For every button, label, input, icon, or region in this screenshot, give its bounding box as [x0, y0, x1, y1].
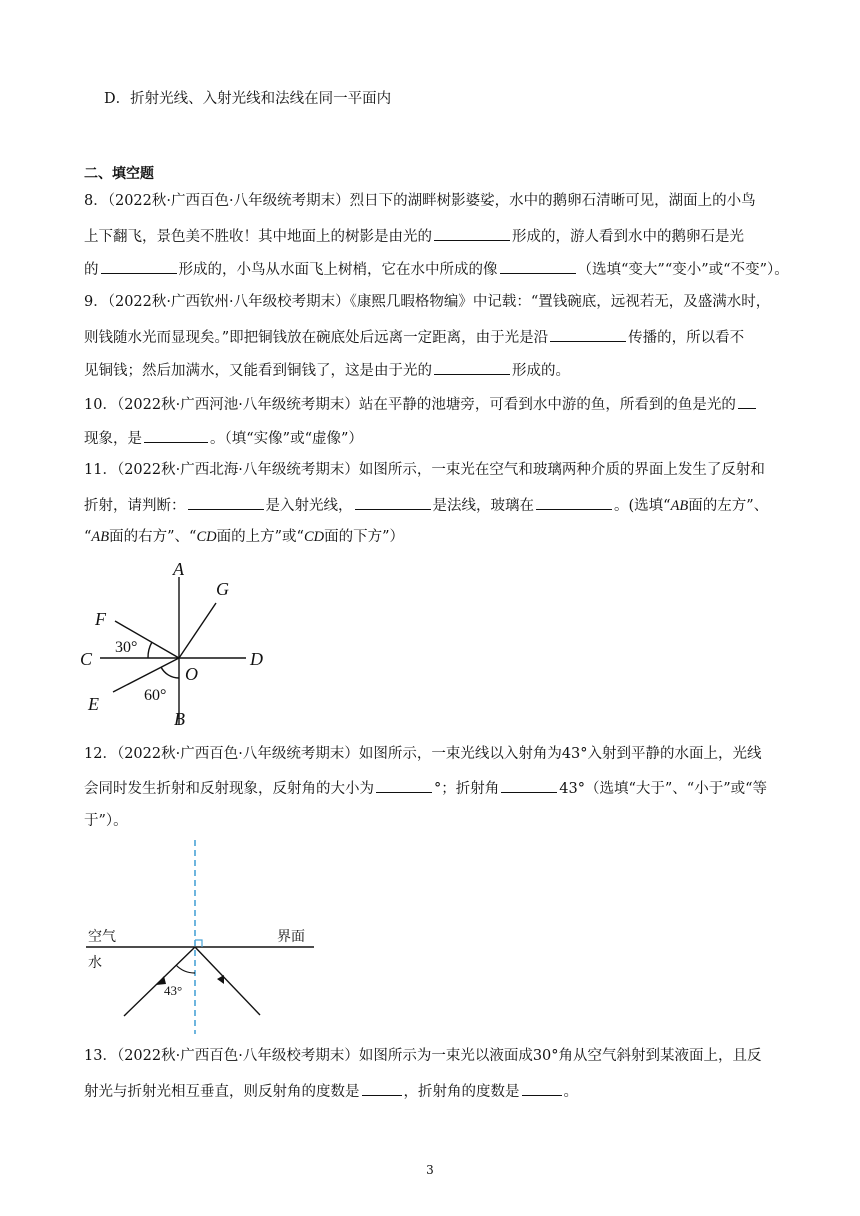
q8-line3	[84, 258, 789, 280]
q12-right-angle-mark	[195, 940, 202, 947]
q10-blank-2[interactable]	[144, 427, 208, 443]
q9-text: 形成的。	[512, 363, 570, 379]
q11-text: 面的下方”）	[324, 529, 405, 545]
q8-blank-3[interactable]	[500, 258, 576, 274]
q12-figure	[80, 838, 330, 1038]
q11-label-b: B	[174, 709, 185, 729]
q11-text: 面的上方”或“	[216, 529, 304, 545]
q11-angle-30: 30°	[115, 639, 138, 656]
q10-text: 10．（2022秋·广西河池·八年级统考期末）站在平静的池塘旁，可看到水中游的鱼，所看到的鱼是光的	[84, 397, 736, 413]
q9-text: 传播的，所以看不	[628, 330, 745, 346]
q11-blank-1[interactable]	[188, 494, 264, 510]
q10-text: 。（填“实像”或“虚像”）	[210, 431, 363, 447]
q11-angle-60: 60°	[144, 687, 167, 704]
option-d: D．折射光线、入射光线和法线在同一平面内	[104, 91, 392, 107]
q12-reflected-ray	[195, 947, 260, 1015]
q9-text: 则钱随水光而显现矣。”即把铜钱放在碗底处后远离一定距离，由于光是沿	[84, 330, 549, 346]
q8-text: 形成的，小鸟从水面飞上树梢，它在水中所成的像	[178, 262, 498, 278]
q11-label: AB	[91, 529, 110, 545]
q11-arc-60	[161, 667, 179, 678]
q12-label-water: 水	[88, 956, 102, 971]
q11-label-d: D	[250, 649, 263, 669]
q12-text: °；折射角	[434, 781, 500, 797]
q12-line3: 于”）。	[84, 813, 128, 829]
q12-label-air: 空气	[88, 930, 116, 945]
q11-ray-og	[179, 603, 216, 658]
q9-blank-2[interactable]	[434, 359, 510, 375]
q13-text: ，折射角的度数是	[403, 1084, 520, 1100]
q10-blank-1[interactable]	[738, 393, 756, 409]
q11-label-c: C	[80, 649, 93, 669]
q12-angle-label: 43°	[164, 983, 183, 998]
q11-figure	[70, 555, 290, 730]
q11-text: 面的右方”、“	[109, 529, 197, 545]
section-title: 二、填空题	[84, 166, 154, 182]
q10-line1	[84, 393, 758, 415]
q11-label-a: A	[173, 559, 184, 579]
q11-label-f: F	[95, 609, 106, 629]
q11-line3	[84, 527, 404, 547]
q12-blank-2[interactable]	[501, 777, 557, 793]
q12-angle-arc	[176, 965, 195, 973]
q11-blank-2[interactable]	[355, 494, 431, 510]
q12-text: 43°（选填“大于”、“小于”或“等	[559, 781, 768, 797]
q11-text: “	[84, 529, 92, 545]
q13-line1: 13．（2022秋·广西百色·八年级校考期末）如图所示为一束光以液面成30°角从空气斜射到某液面上，且反	[84, 1048, 762, 1064]
q10-text: 现象，是	[84, 431, 142, 447]
q8-text: 上下翻飞，景色美不胜收！其中地面上的树影是由光的	[84, 229, 432, 245]
q11-text: 面的左方”、	[688, 498, 769, 514]
q11-label-o: O	[185, 664, 198, 684]
q9-line3	[84, 359, 570, 381]
q9-text: 见铜钱；然后加满水，又能看到铜钱了，这是由于光的	[84, 363, 432, 379]
q8-text: 的	[84, 262, 99, 278]
q13-line2	[84, 1080, 578, 1102]
q11-label: CD	[303, 529, 325, 545]
q13-blank-2[interactable]	[522, 1080, 562, 1096]
q8-text: （选填“变大”“变小”或“不变”）。	[577, 262, 789, 278]
q9-line1: 9．（2022秋·广西钦州·八年级校考期末）《康熙几暇格物编》中记载：“置钱碗底，远视若无，及盛满水时，	[84, 294, 771, 310]
q12-label-interface: 界面	[277, 930, 305, 945]
q13-text: 。	[563, 1084, 578, 1100]
q12-line1: 12．（2022秋·广西百色·八年级统考期末）如图所示，一束光线以入射角为43°入射到平静的水面上，光线	[84, 746, 762, 762]
q11-label-g: G	[216, 579, 229, 599]
q11-label: CD	[196, 529, 217, 545]
q8-blank-1[interactable]	[434, 225, 510, 241]
q8-line1: 8．（2022秋·广西百色·八年级统考期末）烈日下的湖畔树影婆娑，水中的鹅卵石清晰可见，湖面上的小鸟	[84, 193, 756, 209]
q12-text: 会同时发生折射和反射现象，反射角的大小为	[84, 781, 374, 797]
page-number: 3	[426, 1163, 434, 1177]
q11-line1: 11．（2022秋·广西北海·八年级统考期末）如图所示，一束光在空气和玻璃两种介质的界面上发生了反射和	[84, 462, 765, 478]
q11-line2	[84, 494, 768, 516]
q13-blank-1[interactable]	[362, 1080, 402, 1096]
q11-blank-3[interactable]	[536, 494, 612, 510]
q9-blank-1[interactable]	[550, 326, 626, 342]
q12-line2	[84, 777, 767, 799]
q8-text: 形成的，游人看到水中的鹅卵石是光	[512, 229, 744, 245]
q11-text: 。(选填“	[614, 498, 671, 514]
q11-arc-30	[148, 642, 152, 658]
q8-blank-2[interactable]	[101, 258, 177, 274]
q11-label: AB	[670, 498, 689, 514]
q11-text: 是入射光线，	[265, 498, 353, 514]
q12-blank-1[interactable]	[376, 777, 432, 793]
q11-label-e: E	[88, 694, 99, 714]
q9-line2	[84, 326, 744, 348]
q10-line2	[84, 427, 363, 449]
q8-line2	[84, 225, 744, 247]
q13-text: 射光与折射光相互垂直，则反射角的度数是	[84, 1084, 360, 1100]
q11-text: 是法线，玻璃在	[432, 498, 534, 514]
q11-text: 折射，请判断：	[84, 498, 186, 514]
q12-reflected-arrow	[217, 975, 224, 984]
